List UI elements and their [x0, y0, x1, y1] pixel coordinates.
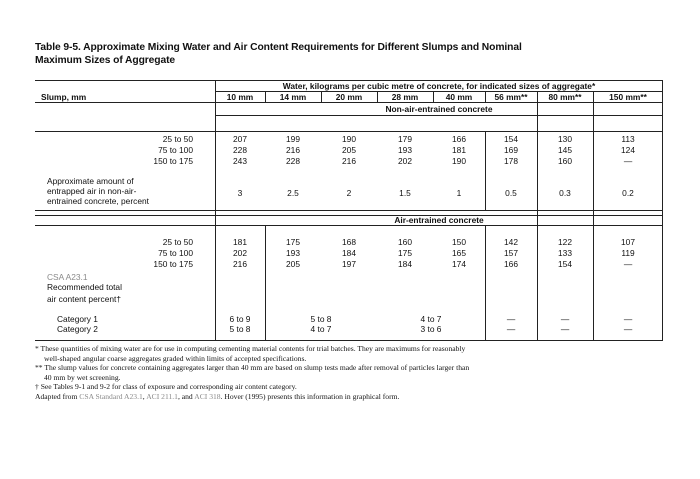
entrapped-air-cell: 1.5: [399, 188, 411, 198]
non-air-water-cell: 207: [233, 134, 247, 144]
category-2-label: Category 2: [57, 324, 98, 334]
non-air-slump-label: 25 to 50: [162, 134, 193, 144]
air-water-cell: 119: [621, 248, 635, 258]
non-air-slump-label: 75 to 100: [158, 145, 193, 155]
size-header-80mm: 80 mm**: [548, 92, 582, 102]
non-air-entrained-heading: Non-air-entrained concrete: [385, 104, 493, 114]
category-2-150mm: —: [623, 324, 633, 334]
air-water-cell: 122: [558, 237, 572, 247]
size-header-150mm: 150 mm**: [609, 92, 647, 102]
air-water-cell: 142: [504, 237, 518, 247]
non-air-water-cell: 202: [398, 156, 412, 166]
air-water-cell: 184: [342, 248, 356, 258]
header-bottom-rule: [35, 102, 663, 103]
slump-column-header: Slump, mm: [41, 92, 87, 102]
recommended-air-label-line-2: air content percent†: [47, 294, 122, 304]
entrapped-air-cell: 2.5: [287, 188, 299, 198]
size-header-28mm: 28 mm: [391, 92, 419, 102]
air-water-cell: 205: [286, 259, 300, 269]
non-air-water-cell: 190: [342, 134, 356, 144]
non-air-water-cell: 160: [558, 156, 572, 166]
air-entrained-heading: Air-entrained concrete: [394, 215, 484, 225]
adapted-text-b: ,: [142, 391, 147, 401]
category-1-150mm: —: [623, 314, 633, 324]
air-slump-label: 150 to 175: [153, 259, 193, 269]
air-water-cell: 184: [398, 259, 412, 269]
air-water-cell: 197: [342, 259, 356, 269]
air-water-cell: 107: [621, 237, 635, 247]
water-caption: Water, kilograms per cubic metre of concrete, for indicated sizes of aggregate*: [282, 81, 596, 91]
air-water-cell: 150: [452, 237, 466, 247]
entrapped-air-label-line-1: Approximate amount of: [47, 176, 134, 186]
category-2-56mm: —: [506, 324, 516, 334]
air-slump-label: 25 to 50: [162, 237, 193, 247]
category-2-28-40mm: 3 to 6: [420, 324, 442, 334]
non-air-water-cell: 179: [398, 134, 412, 144]
non-air-water-cell: 228: [233, 145, 247, 155]
mixing-water-table: [35, 80, 663, 341]
entrapped-air-cell: 0.2: [622, 188, 634, 198]
adapted-text-c: , and: [177, 391, 195, 401]
size-header-56mm: 56 mm**: [494, 92, 528, 102]
footnote-star-line-2: well-shaped angular coarse aggregates graded within limits of accepted specifications.: [44, 353, 307, 363]
non-air-water-cell: 243: [233, 156, 247, 166]
category-2-10mm: 5 to 8: [229, 324, 251, 334]
vertical-rule: [215, 80, 216, 340]
non-air-water-cell: 154: [504, 134, 518, 144]
aci-211-link[interactable]: ACI 211.1: [146, 391, 178, 401]
recommended-air-label-line-1: Recommended total: [47, 282, 122, 292]
footnote-star-line-1: * These quantities of mixing water are for use in computing cementing material contents for trial batches. They are maximums for reasonably: [35, 344, 466, 353]
non-air-water-cell: 130: [558, 134, 572, 144]
vertical-rule: [662, 80, 663, 340]
category-1-label: Category 1: [57, 314, 98, 324]
non-air-water-cell: 190: [452, 156, 466, 166]
entrapped-air-cell: 1: [456, 188, 462, 198]
aci-318-link[interactable]: ACI 318: [194, 391, 221, 401]
entrapped-air-label-line-2: entrapped air in non-air-: [47, 186, 137, 196]
footnote-double-star-line-1: ** The slump values for concrete containing aggregates larger than 40 mm are based on slump tests made after removal of particles larger than: [35, 363, 470, 373]
category-1-14-20mm: 5 to 8: [310, 314, 332, 324]
air-water-cell: 157: [504, 248, 518, 258]
non-air-to-air-rule-1: [35, 131, 663, 132]
category-1-28-40mm: 4 to 7: [420, 314, 442, 324]
air-water-cell: 133: [558, 248, 572, 258]
air-water-cell: 174: [452, 259, 466, 269]
non-air-water-cell: 124: [621, 145, 635, 155]
air-water-cell: 165: [452, 248, 466, 258]
entrapped-air-cell: 3: [237, 188, 243, 198]
non-air-water-cell: 216: [286, 145, 300, 155]
non-air-water-cell: 205: [342, 145, 356, 155]
entrapped-air-cell: 2: [346, 188, 352, 198]
non-air-water-cell: 145: [558, 145, 572, 155]
category-1-56mm: —: [506, 314, 516, 324]
footnote-double-star-line-2: 40 mm by wet screening.: [44, 372, 121, 382]
table-bottom-rule: [35, 340, 663, 341]
air-water-cell: 216: [233, 259, 247, 269]
non-air-water-cell: 228: [286, 156, 300, 166]
non-air-water-cell: 169: [504, 145, 518, 155]
non-air-water-cell: 178: [504, 156, 518, 166]
csa-standard-link[interactable]: CSA Standard A23.1: [79, 391, 143, 401]
air-water-cell: 181: [233, 237, 247, 247]
non-air-to-air-rule-2: [35, 210, 663, 211]
csa-a23-label: CSA A23.1: [47, 272, 88, 282]
air-water-cell: —: [623, 259, 633, 269]
category-2-14-20mm: 4 to 7: [310, 324, 332, 334]
footnote-dagger: † See Tables 9-1 and 9-2 for class of exposure and corresponding air content category.: [35, 382, 297, 392]
category-1-80mm: —: [560, 314, 570, 324]
entrapped-air-cell: 0.3: [559, 188, 571, 198]
non-air-water-cell: 166: [452, 134, 466, 144]
non-air-water-cell: 199: [286, 134, 300, 144]
entrapped-air-cell: 0.5: [505, 188, 517, 198]
air-water-cell: 160: [398, 237, 412, 247]
non-air-water-cell: 113: [621, 134, 635, 144]
category-2-80mm: —: [560, 324, 570, 334]
table-title-line-2: Maximum Sizes of Aggregate: [35, 55, 176, 66]
adapted-text-a: Adapted from: [35, 391, 80, 401]
air-water-cell: 175: [398, 248, 412, 258]
table-footnotes: [35, 344, 665, 402]
entrapped-air-label-line-3: entrained concrete, percent: [47, 196, 149, 206]
air-slump-label: 75 to 100: [158, 248, 193, 258]
table-title: [35, 41, 675, 67]
size-header-14mm: 14 mm: [279, 92, 307, 102]
non-air-water-cell: —: [623, 156, 633, 166]
air-water-cell: 193: [286, 248, 300, 258]
non-air-slump-label: 150 to 175: [153, 156, 193, 166]
size-header-40mm: 40 mm: [445, 92, 473, 102]
air-heading-rule-2: [35, 225, 663, 226]
non-air-water-cell: 193: [398, 145, 412, 155]
size-header-20mm: 20 mm: [335, 92, 363, 102]
adapted-from-note: [35, 392, 665, 402]
air-water-cell: 168: [342, 237, 356, 247]
non-air-water-cell: 181: [452, 145, 466, 155]
air-water-cell: 154: [558, 259, 572, 269]
air-water-cell: 166: [504, 259, 518, 269]
air-water-cell: 202: [233, 248, 247, 258]
size-header-10mm: 10 mm: [226, 92, 254, 102]
category-1-10mm: 6 to 9: [229, 314, 251, 324]
table-title-line-1: Table 9-5. Approximate Mixing Water and Air Content Requirements for Different Slumps and Nominal: [35, 42, 522, 53]
non-air-heading-rule: [215, 115, 663, 116]
adapted-text-d: . Hover (1995) presents this information in graphical form.: [220, 391, 400, 401]
non-air-water-cell: 216: [342, 156, 356, 166]
air-water-cell: 175: [286, 237, 300, 247]
